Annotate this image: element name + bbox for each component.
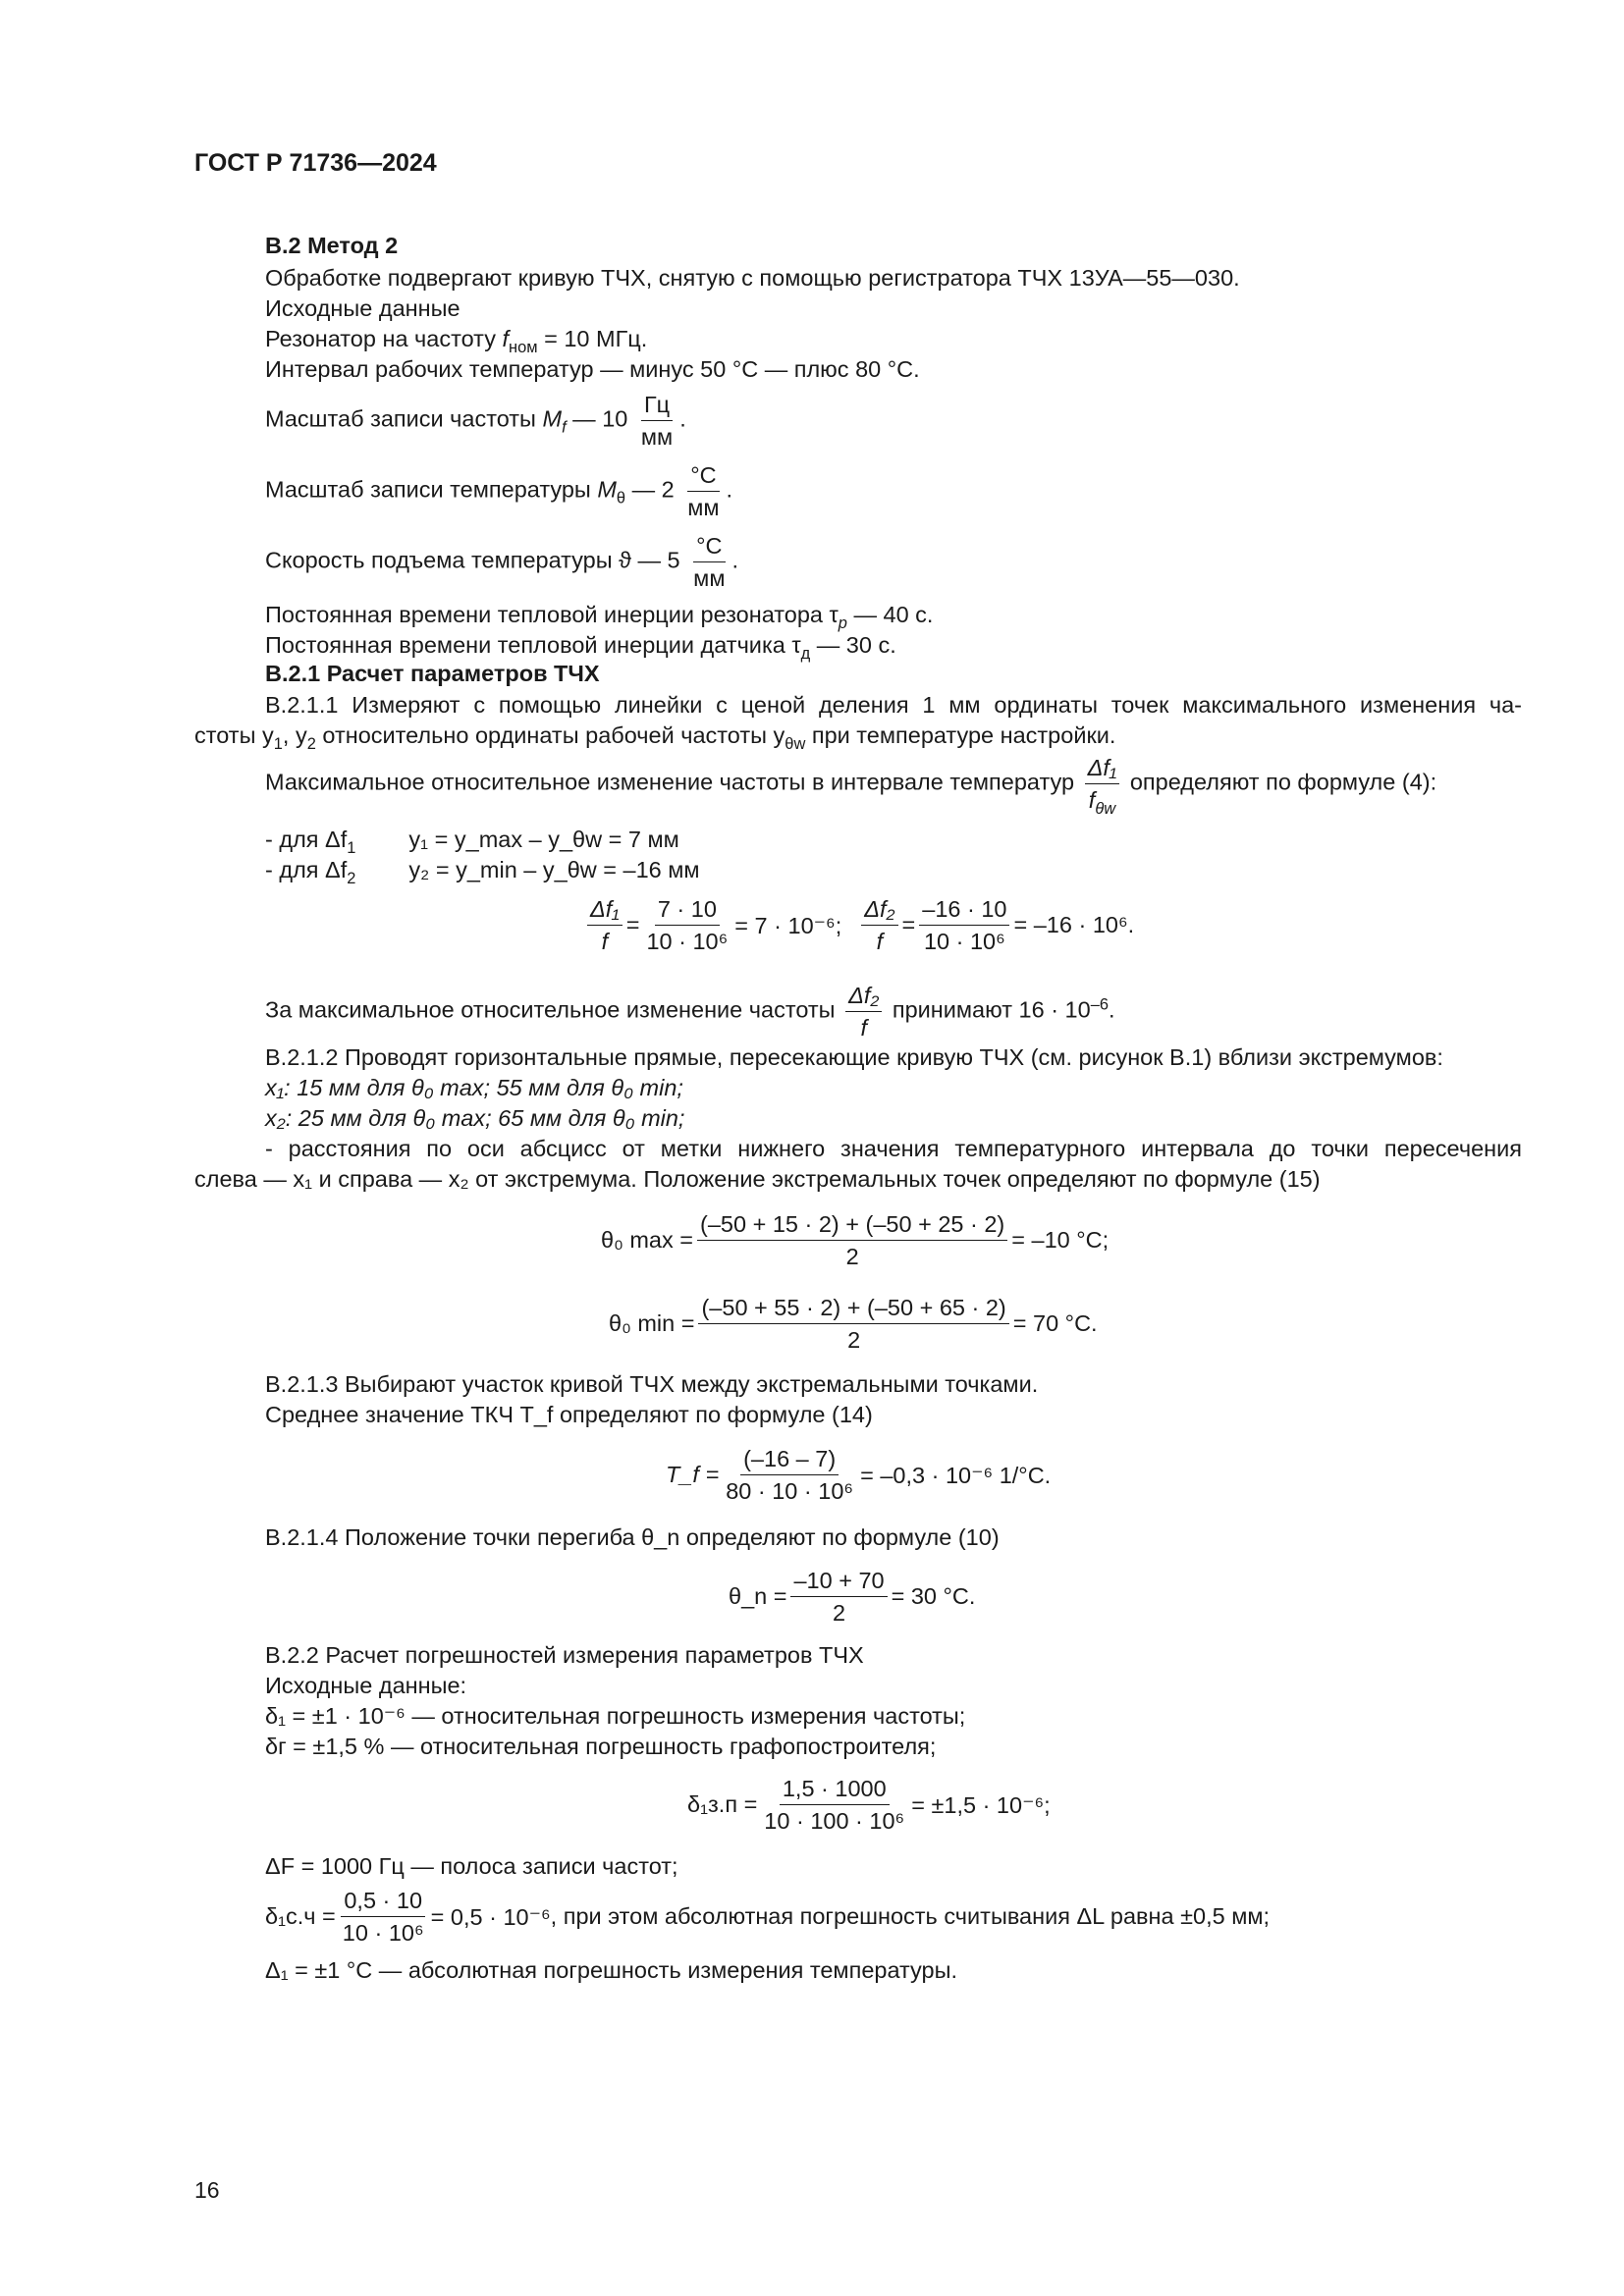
bandwidth-line: ΔF = 1000 Гц — полоса записи частот; [265, 1853, 678, 1879]
text: — 30 с. [810, 632, 896, 658]
max-change-line [265, 754, 1437, 818]
lhs: θ₀ min = [609, 1310, 695, 1336]
numerator: (–50 + 55 · 2) + (–50 + 65 · 2) [698, 1294, 1008, 1324]
denominator: f [601, 929, 609, 954]
lhs: θ₀ max = [601, 1227, 693, 1253]
accept-line: За максимальное относительное изменение частоты $\frac{\text{Δf₂}}{f}$ принимают $16 \cdot 10^{-6}$. [265, 983, 1115, 1041]
numerator: Гц [641, 391, 673, 421]
numerator: Δf₂ [861, 895, 897, 926]
lhs: T_f = [666, 1462, 720, 1487]
text: В.2.1.1 Измеряют с помощью линейки с ценой деления 1 мм ординаты точек максимального изменения ча- [265, 692, 1522, 718]
symbol: f [502, 326, 510, 351]
text: , y [282, 722, 307, 748]
text: Масштаб записи температуры [265, 476, 598, 503]
denominator: 10 · 100 · 10⁶ [764, 1808, 905, 1834]
text: — 40 с. [846, 602, 934, 627]
text: Резонатор на частоту [265, 326, 503, 351]
result: = 7 · 10⁻⁶; [734, 912, 842, 938]
subscript: f [562, 418, 567, 437]
text: принимают 16 · 10 [892, 996, 1091, 1023]
paragraph-b211-line2: стоты $y_1$, $y_2$ относительно ординаты рабочей частоты $y_{\theta w}$ при температуре настройки. [194, 722, 1116, 753]
fraction [1085, 754, 1120, 818]
subscript: р [838, 614, 847, 632]
mean-tkch-line: Среднее значение ТКЧ T_f определяют по формуле (14) [265, 1402, 873, 1427]
fraction [723, 1445, 856, 1505]
text: относительно ординаты рабочей частоты y [315, 722, 785, 748]
text: Максимальное относительное изменение частоты в интервале температур [265, 769, 1075, 795]
text: Масштаб записи частоты [265, 405, 543, 432]
numerator: (–50 + 15 · 2) + (–50 + 25 · 2) [697, 1210, 1007, 1241]
numerator: (–16 – 7) [740, 1445, 839, 1475]
formula-theta-max [601, 1210, 1109, 1270]
section-title: В.2 Метод 2 [265, 233, 399, 258]
text: — 2 [625, 476, 675, 503]
denominator: 80 · 10 · 10⁶ [726, 1478, 854, 1504]
subscript: ном [509, 338, 538, 356]
denominator: 2 [847, 1327, 861, 1353]
paragraph-b211-line1 [194, 691, 1522, 719]
delta-g-line: δг = ±1,5 % — относительная погрешность графопостроителя; [265, 1734, 937, 1759]
source-data2-label: Исходные данные: [265, 1673, 467, 1698]
numerator: Δf₁ [1085, 754, 1120, 784]
result: = 0,5 · 10⁻⁶ [430, 1903, 551, 1930]
source-data-label: Исходные данные [265, 295, 460, 321]
scale-freq-line: Масштаб записи частоты $M_f$ — 10 $\frac{Гц}{мм}$ . [265, 392, 686, 450]
page-number: 16 [194, 2177, 220, 2203]
result: = 70 °С. [1012, 1310, 1098, 1336]
paragraph-b213: В.2.1.3 Выбирают участок кривой ТЧХ между экстремальными точками. [265, 1371, 1039, 1397]
lhs: δ₁з.п = [687, 1791, 758, 1817]
df2-case-line: - для $\Delta f_2$ y₂ = y_min – y_θw = –16 мм [265, 857, 700, 887]
result: = 30 °С. [891, 1583, 976, 1609]
result: = –0,3 · 10⁻⁶ 1/°С. [860, 1462, 1052, 1488]
symbol: M [542, 405, 563, 432]
text: при температуре настройки. [805, 722, 1116, 748]
temp-range-line: Интервал рабочих температур — минус 50 °С — плюс 80 °С. [265, 356, 920, 382]
denominator: 10 · 10⁶ [923, 929, 1005, 954]
formula-theta-min [609, 1294, 1098, 1354]
text: y₁ = y_max – y_θw = 7 мм [408, 827, 679, 852]
denominator: 2 [833, 1600, 846, 1626]
subsection-title: В.2.1 Расчет параметров ТЧХ [265, 661, 600, 686]
x1-line: x₁: 15 мм для θ₀ max; 55 мм для θ₀ min; [265, 1075, 683, 1100]
numerator: –10 + 70 [790, 1567, 887, 1597]
text: - для Δf [265, 857, 348, 882]
formula-df-ratios: $\frac{\text{Δf₁}}{f}$ = $\frac{7 \cdot 10}{\text{10 · 10⁶}}$ = 7 · 10⁻⁶; $\frac{\text{Δf₂}}{f}$ = $\frac{-16 \cdot 10}{\text{10 · 10⁶}}$ = –16 · 10⁶. [583, 895, 1134, 955]
numerator: 0,5 · 10 [341, 1887, 425, 1917]
text: Постоянная времени тепловой инерции резонатора τ [265, 602, 839, 627]
result: = –16 · 10⁶. [1013, 912, 1135, 937]
abs-temp-error-line: Δ₁ = ±1 °С — абсолютная погрешность измерения температуры. [265, 1957, 958, 1983]
numerator: Δf₁ [587, 895, 623, 926]
fraction [698, 1294, 1008, 1354]
denominator: 10 · 10⁶ [646, 929, 729, 954]
text: Постоянная времени тепловой инерции датчика τ [265, 632, 801, 658]
denominator: 2 [845, 1244, 859, 1269]
tau-resonator-line [265, 601, 934, 632]
formula-tf [666, 1445, 1051, 1505]
numerator: °С [693, 532, 725, 562]
denominator: f [876, 929, 884, 954]
text: За максимальное относительное изменение частоты [265, 996, 836, 1023]
fraction [697, 1210, 1007, 1270]
x2-line: x₂: 25 мм для θ₀ max; 65 мм для θ₀ min; [265, 1105, 685, 1131]
resonator-line [265, 325, 648, 356]
formula-delta1-zp [687, 1775, 1051, 1835]
fraction [861, 895, 897, 955]
text: y₂ = y_min – y_θw = –16 мм [408, 857, 700, 882]
subscript: д [800, 644, 811, 663]
superscript: –6 [1090, 995, 1109, 1014]
fraction [684, 461, 722, 521]
formula-theta-n [729, 1567, 975, 1627]
result: = ±1,5 · 10⁻⁶; [911, 1791, 1051, 1818]
symbol: M [597, 476, 617, 503]
tau-sensor-line [265, 631, 896, 663]
denominator: 10 · 10⁶ [342, 1920, 424, 1946]
fraction [761, 1775, 907, 1835]
document-header: ГОСТ Р 71736—2024 [194, 149, 437, 177]
result: = –10 °С; [1011, 1227, 1110, 1253]
distance-line1 [194, 1135, 1522, 1162]
scale-temp-line: Масштаб записи температуры $M_\theta$ — 2 $\frac{^\circ С}{мм}$ . [265, 462, 733, 520]
lhs: δ₁с.ч = [265, 1903, 336, 1929]
numerator: 7 · 10 [655, 895, 720, 926]
denominator: $f_{\theta w}$ [1088, 787, 1116, 818]
fraction [638, 391, 676, 451]
fraction [790, 1567, 887, 1627]
paragraph-b22: В.2.2 Расчет погрешностей измерения параметров ТЧХ [265, 1642, 864, 1668]
fraction [643, 895, 731, 955]
denominator: мм [693, 565, 726, 591]
numerator: Δf₂ [845, 982, 882, 1012]
formula-delta1-sch [265, 1887, 1270, 1947]
lhs: θ_n = [729, 1583, 787, 1609]
fraction [690, 532, 728, 592]
delta1-line: δ₁ = ±1 · 10⁻⁶ — относительная погрешность измерения частоты; [265, 1703, 966, 1729]
fraction [587, 895, 623, 955]
text: стоты y [194, 722, 274, 748]
subscript: θ [616, 489, 626, 507]
text: - расстояния по оси абсцисс от метки нижнего значения температурного интервала до точки пересечения [265, 1136, 1522, 1161]
numerator: °С [687, 461, 719, 492]
fraction [845, 982, 882, 1041]
text: определяют по формуле (4): [1129, 769, 1437, 795]
text: - для Δf [265, 827, 348, 852]
fraction [340, 1887, 427, 1947]
text: — 10 [566, 405, 628, 432]
intro-line: Обработке подвергают кривую ТЧХ, снятую с помощью регистратора ТЧХ 13УА—55—030. [265, 265, 1240, 291]
denominator: f [860, 1015, 867, 1041]
text: = 10 МГц. [537, 326, 648, 351]
numerator: –16 · 10 [919, 895, 1009, 926]
denominator: мм [640, 424, 674, 450]
paragraph-b214: В.2.1.4 Положение точки перегиба θ_n определяют по формуле (10) [265, 1524, 1000, 1550]
text: , при этом абсолютная погрешность считывания ΔL равна ±0,5 мм; [550, 1903, 1271, 1929]
paragraph-b212: В.2.1.2 Проводят горизонтальные прямые, пересекающие кривую ТЧХ (см. рисунок В.1) вблизи экстремумов: [265, 1044, 1443, 1070]
distance-line2: слева — x₁ и справа — x₂ от экстремума. Положение экстремальных точек определяют по формуле (15) [194, 1166, 1321, 1192]
numerator: 1,5 · 1000 [780, 1775, 890, 1805]
df1-case-line: - для $\Delta f_1$ y₁ = y_max – y_θw = 7 мм [265, 827, 679, 857]
denominator: мм [687, 495, 720, 520]
text: Скорость подъема температуры ϑ — 5 [265, 547, 680, 573]
fraction [919, 895, 1009, 955]
speed-line: Скорость подъема температуры ϑ — 5 $\frac{^\circ С}{мм}$ . [265, 533, 738, 591]
